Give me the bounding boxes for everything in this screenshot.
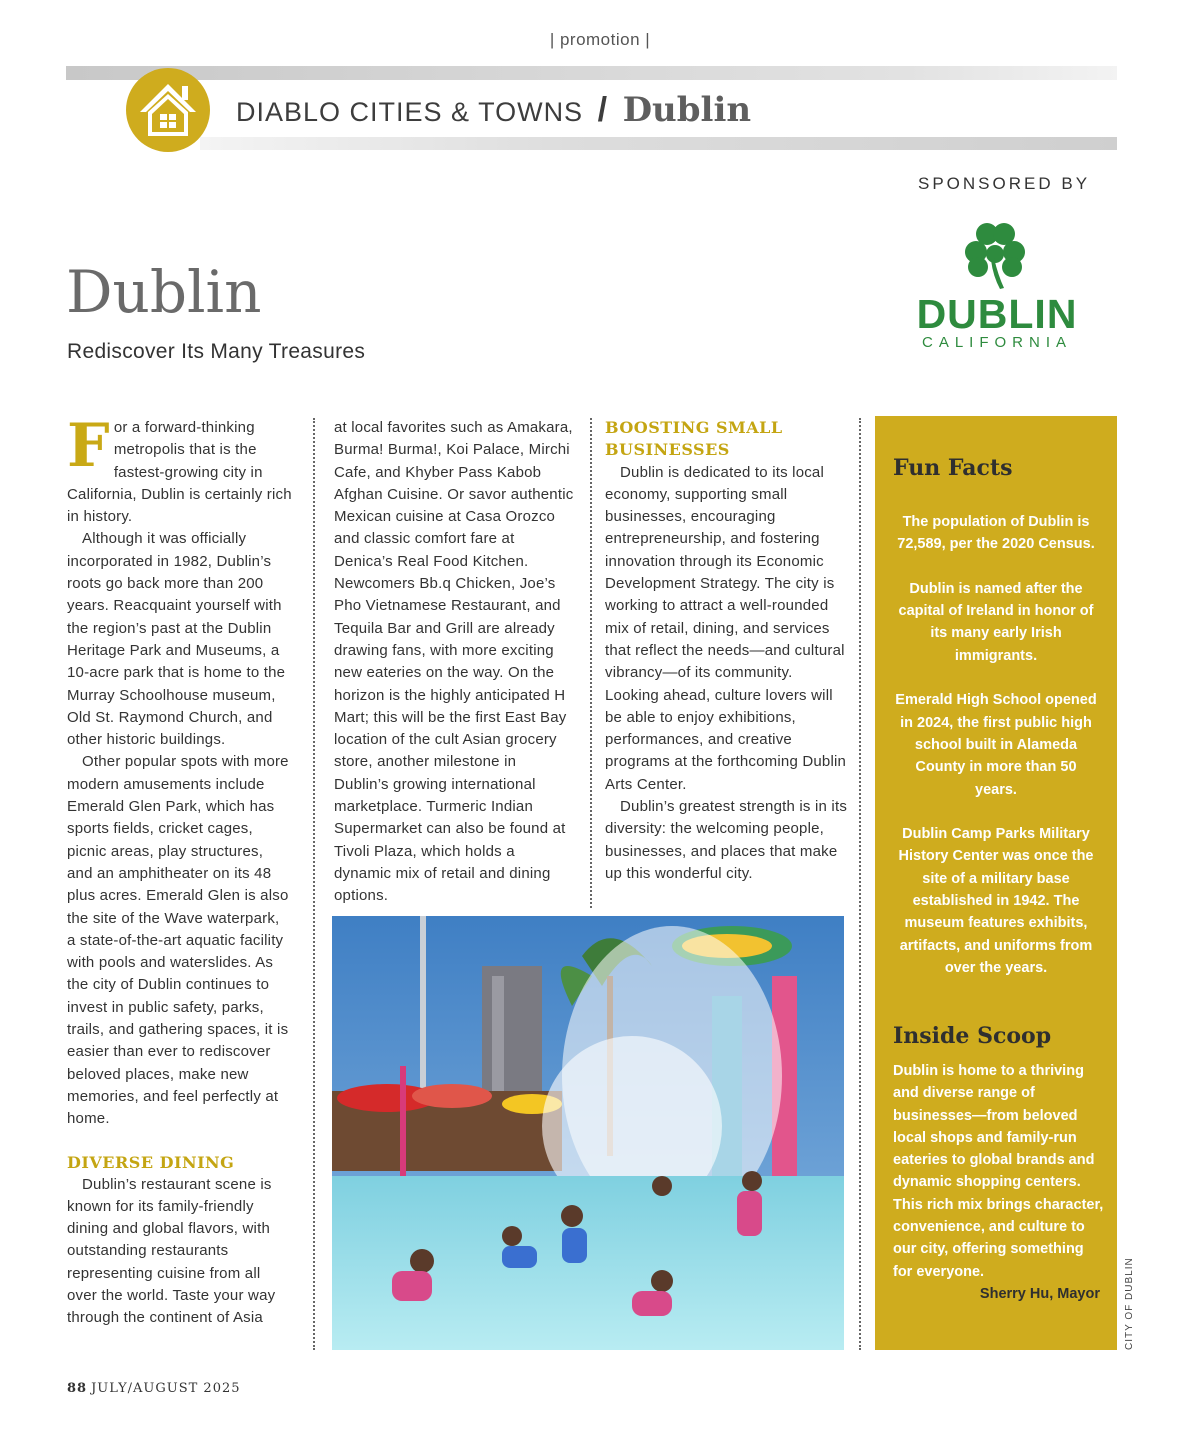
column-divider [313, 418, 315, 1350]
section-label: DIABLO CITIES & TOWNS [236, 97, 584, 127]
fun-fact: Dublin Camp Parks Military History Center was once the site of a military base established in 1942. The museum features exhibits, artifacts, and uniforms from over the years. [898, 826, 1094, 976]
paragraph: Other popular spots with more modern amusements include Emerald Glen Park, which has sports fields, cricket cages, picnic areas, play structures, and an amphitheater on its 48 plus acres. Emerald Glen is also the site of the Wave waterpark, a state-of-the-art aquatic facility with pools and waterslides. As the city of Dublin continues to invest in public safety, parks, trails, and gathering spaces, it is easier than ever to rediscover beloved places, make new memories, and feel perfectly at home. [67, 753, 289, 1128]
inside-scoop-text: Dublin is home to a thriving and diverse range of businesses—from beloved local shops and family-run eateries to global brands and dynamic shopping centers. This rich mix brings character, convenience, and culture to our city, offering something for everyone. [893, 1063, 1104, 1280]
fun-facts-sidebar [875, 416, 1117, 1350]
quote-attribution: Sherry Hu, Mayor [979, 1286, 1100, 1302]
paragraph: at local favorites such as Amakara, Burma! Burma!, Koi Palace, Mirchi Cafe, and Khyber Pass Kabob Afghan Cuisine. Or savor authentic Mexican cuisine at Casa Orozco and classic comfort fare at Denica’s Real Food Kitchen. Newcomers Bb.q Chicken, Joe’s Pho Vietnamese Restaurant, and Tequila Bar and Grill are already drawing fans, with more exciting new eateries on the way. On the horizon is the highly anticipated H Mart; this will be the first East Bay location of the cult Asian grocery store, another milestone in Dublin’s growing international marketplace. Turmeric Indian Supermarket can also be found at Tivoli Plaza, which holds a dynamic mix of retail and dining options. [334, 419, 574, 905]
column-divider [590, 418, 592, 908]
paragraph-text: or a forward-thinking metropolis that is the fastest-growing city in California, Dublin is certainly rich in history. [67, 419, 292, 526]
page-folio [67, 1381, 241, 1396]
drop-cap: F [67, 411, 110, 481]
sidebar-heading: Inside Scoop [893, 1023, 1052, 1049]
paragraph: Although it was officially incorporated in 1982, Dublin’s roots go back more than 200 years. Reacquaint yourself with the region’s past at the Dublin Heritage Park and Museums, a 10-acre park that is home to the Murray Schoolhouse museum, Old St. Raymond Church, and other historic buildings. [67, 530, 286, 749]
issue-date: JULY/AUGUST 2025 [91, 1381, 241, 1396]
promotion-label: | promotion | [549, 30, 651, 49]
section-slash: / [597, 91, 609, 129]
section-title [236, 90, 751, 130]
article-column-2 [334, 417, 574, 908]
section-heading: BOOSTING SMALL BUSINESSES [605, 418, 783, 460]
fun-fact: The population of Dublin is 72,589, per the 2020 Census. [897, 514, 1095, 553]
photo-credit: CITY OF DUBLIN [1124, 1257, 1135, 1350]
page-number: 88 [67, 1381, 88, 1396]
column-divider [859, 418, 861, 1350]
shamrock-icon [956, 220, 1036, 290]
fun-fact: Dublin is named after the capital of Ireland in honor of its many early Irish immigrants. [898, 580, 1094, 664]
fun-fact: Emerald High School opened in 2024, the first public high school built in Alameda County in more than 50 years. [895, 692, 1097, 798]
sidebar-heading: Fun Facts [893, 455, 1013, 481]
house-icon [126, 68, 210, 152]
paragraph: Dublin is dedicated to its local economy, supporting small businesses, encouraging entrepreneurship, and fostering innovation through its Economic Development Strategy. The city is working to attract a well-rounded mix of retail, dining, and services that reflect the needs—and cultural vibrancy—of its community. Looking ahead, culture lovers will be able to enjoy exhibitions, performances, and creative programs at the forthcoming Dublin Arts Center. [605, 463, 847, 793]
sponsor-logo-subtext: CALIFORNIA [921, 334, 1072, 351]
article-column-3 [605, 417, 850, 885]
sponsor-logo-text: DUBLIN [916, 291, 1078, 337]
waterpark-photo [332, 916, 844, 1350]
sponsored-by-label: SPONSORED BY [918, 174, 1091, 193]
section-heading: DIVERSE DINING [67, 1152, 235, 1172]
article-column-1 [67, 411, 292, 1330]
header-band-top [66, 66, 1117, 80]
fun-facts-list [893, 511, 1099, 1002]
section-city: Dublin [622, 90, 752, 130]
header-band-bottom [200, 137, 1117, 150]
article-title: Dublin [66, 258, 262, 326]
paragraph: Dublin’s greatest strength is in its diversity: the welcoming people, businesses, and places that make up this wonderful city. [605, 798, 848, 882]
article-subtitle: Rediscover Its Many Treasures [67, 340, 366, 363]
paragraph [67, 411, 292, 528]
paragraph: Dublin’s restaurant scene is known for its family-friendly dining and global flavors, with outstanding restaurants representing cuisine from all over the world. Taste your way through the continent of Asia [67, 1175, 276, 1327]
